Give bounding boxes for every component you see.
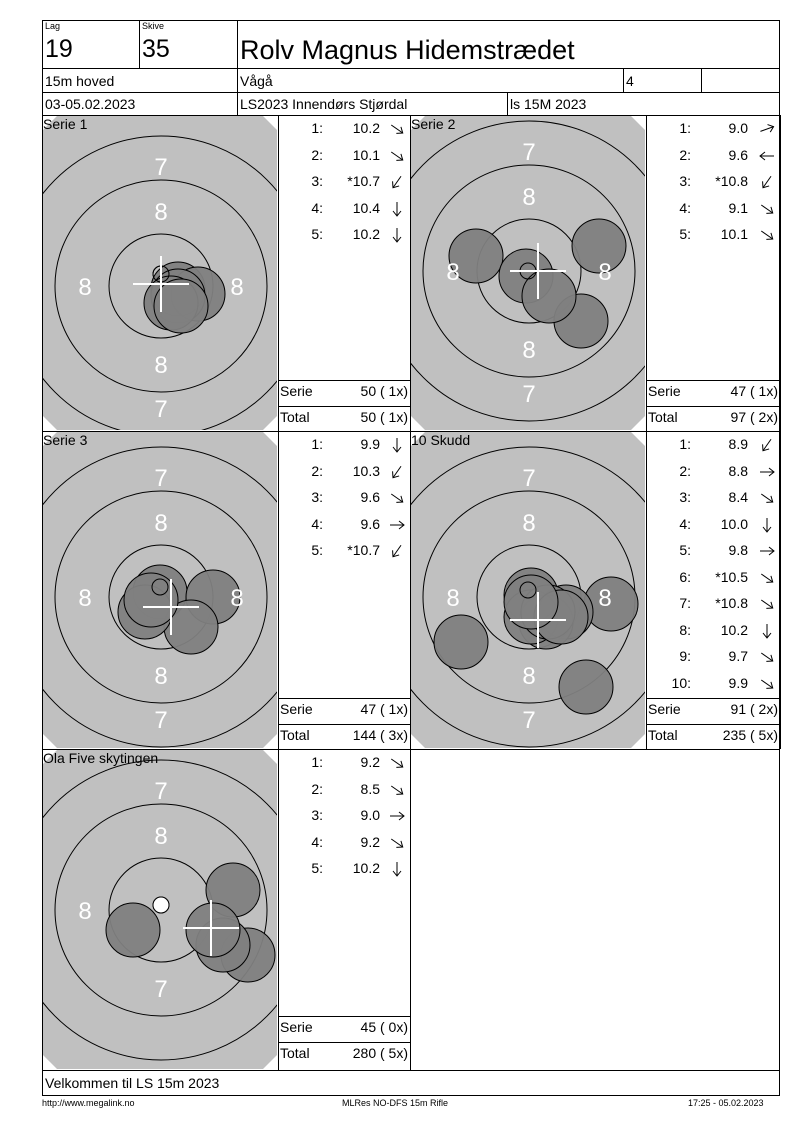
shot-value: 10.2 (352, 226, 380, 242)
panel-title: Serie 2 (411, 116, 456, 132)
ring-number: 8 (154, 510, 168, 537)
direction-arrow-icon (758, 676, 776, 692)
shot-value: *10.5 (715, 568, 748, 585)
header-divider-1 (42, 68, 780, 69)
direction-arrow-icon (388, 808, 406, 824)
header-vline-5 (507, 92, 508, 115)
panel-bottom-line (410, 749, 780, 750)
ring-number: 8 (154, 199, 168, 226)
direction-arrow-icon (758, 543, 776, 559)
total-label: Total (648, 727, 678, 743)
shot-index: 10: (671, 674, 691, 691)
header-vline-1 (139, 20, 140, 68)
shot-index: 3: (311, 173, 323, 189)
shot-value: 9.2 (360, 833, 380, 850)
shot-index: 5: (311, 542, 323, 558)
header-divider-2 (42, 92, 780, 93)
direction-arrow-icon (758, 148, 776, 164)
ring-number: 8 (522, 184, 536, 211)
shot-index: 8: (679, 621, 691, 638)
shot-hole (186, 903, 240, 957)
shot-index: 5: (311, 860, 323, 876)
header-vline-2 (237, 20, 238, 115)
ring-number: 7 (154, 778, 168, 805)
shot-row (646, 436, 780, 456)
total-label: Total (280, 1045, 310, 1061)
shot-value: 10.0 (720, 515, 748, 532)
shot-row (646, 542, 780, 562)
direction-arrow-icon (388, 464, 406, 480)
serie-label: Serie (280, 383, 313, 399)
shot-row (278, 226, 410, 246)
serie-value: 50 ( 1x) (360, 383, 408, 399)
total-label: Total (280, 727, 310, 743)
direction-arrow-icon (388, 201, 406, 217)
panel-divider (410, 749, 411, 1070)
serie-value: 47 ( 1x) (730, 383, 778, 399)
shot-value: 8.9 (728, 436, 748, 452)
direction-arrow-icon (388, 490, 406, 506)
welcome-text: Velkommen til LS 15m 2023 (45, 1075, 220, 1091)
welcome-divider (42, 1070, 780, 1071)
direction-arrow-icon (388, 835, 406, 851)
shot-index: 2: (311, 780, 323, 797)
shot-row (278, 436, 410, 456)
ring-number: 7 (154, 154, 168, 181)
direction-arrow-icon (388, 861, 406, 877)
target-svg (411, 116, 645, 430)
shot-value: 9.2 (360, 754, 380, 770)
total-value: 144 ( 3x) (352, 727, 408, 743)
shot-index: 4: (311, 833, 323, 850)
panel-title: Serie 1 (43, 116, 88, 132)
shot-value: 9.9 (360, 436, 380, 452)
total-label: Total (648, 409, 678, 425)
summary-divider (646, 380, 780, 381)
shot-row (646, 595, 780, 615)
ring-number: 8 (154, 352, 168, 379)
shot-value: 10.3 (352, 462, 380, 479)
shot-value: 9.1 (728, 199, 748, 216)
summary-divider (278, 406, 410, 407)
target-svg (43, 116, 277, 430)
shot-row (278, 860, 410, 880)
target-face (411, 432, 645, 748)
ring-number: 8 (78, 274, 92, 301)
serie-value: 91 ( 2x) (730, 701, 778, 717)
shot-index: 3: (679, 489, 691, 505)
shot-row (646, 622, 780, 642)
ring-number: 7 (522, 465, 536, 492)
shot-value: 8.8 (728, 462, 748, 479)
shot-row (646, 516, 780, 536)
program-name: ls 15M 2023 (510, 96, 587, 112)
lag-label: Lag (45, 21, 61, 31)
target-face (43, 432, 277, 748)
direction-arrow-icon (388, 755, 406, 771)
shot-index: 7: (679, 595, 691, 611)
shot-index: 3: (311, 807, 323, 823)
shot-index: 5: (679, 226, 691, 242)
shot-hole (124, 573, 178, 627)
shot-value: 9.0 (360, 807, 380, 823)
shot-index: 9: (679, 648, 691, 664)
shot-row (646, 489, 780, 509)
total-value: 50 ( 1x) (360, 409, 408, 425)
ring-number: 8 (522, 337, 536, 364)
shot-index: 4: (311, 199, 323, 216)
shot-index: 2: (311, 462, 323, 479)
shot-hole (154, 279, 208, 333)
skive-label: Skive (142, 21, 165, 31)
direction-arrow-icon (758, 517, 776, 533)
shot-index: 2: (679, 146, 691, 163)
total-label: Total (280, 409, 310, 425)
shot-value: 10.2 (352, 860, 380, 876)
ring-number: 8 (522, 510, 536, 537)
direction-arrow-icon (388, 437, 406, 453)
direction-arrow-icon (388, 121, 406, 137)
shot-index: 1: (679, 120, 691, 136)
shot-value: 8.4 (728, 489, 748, 505)
shot-index: 4: (679, 199, 691, 216)
ring-number: 8 (446, 259, 460, 286)
direction-arrow-icon (758, 227, 776, 243)
shot-hole (106, 903, 160, 957)
ring-number: 7 (154, 465, 168, 492)
shooter-name: Rolv Magnus Hidemstrædet (240, 35, 575, 65)
direction-arrow-icon (758, 570, 776, 586)
target-face (43, 750, 277, 1069)
direction-arrow-icon (758, 623, 776, 639)
shot-index: 4: (311, 515, 323, 532)
summary-divider (278, 380, 410, 381)
serie-value: 45 ( 0x) (360, 1019, 408, 1035)
ring-number: 8 (230, 585, 244, 612)
serie-label: Serie (280, 1019, 313, 1035)
header-vline-3 (623, 68, 624, 92)
shot-row (278, 542, 410, 562)
ring-number: 8 (154, 823, 168, 850)
ring-number: 7 (154, 976, 168, 1003)
shot-value: 10.1 (720, 226, 748, 242)
shot-row (278, 807, 410, 827)
shot-row (278, 200, 410, 220)
summary-divider (646, 698, 780, 699)
target-svg (43, 750, 277, 1069)
shot-value: *10.8 (715, 595, 748, 611)
ring-number: 8 (522, 663, 536, 690)
ring-number: 7 (522, 139, 536, 166)
serie-value: 47 ( 1x) (360, 701, 408, 717)
shot-value: 9.0 (728, 120, 748, 136)
ring-number: 8 (446, 585, 460, 612)
shot-index: 1: (311, 436, 323, 452)
shot-value: 9.6 (360, 515, 380, 532)
shot-row (278, 834, 410, 854)
shot-index: 5: (679, 542, 691, 558)
shot-hole (522, 269, 576, 323)
shot-value: *10.8 (715, 173, 748, 189)
shot-row (278, 489, 410, 509)
summary-divider (646, 406, 780, 407)
shot-value: 10.1 (352, 146, 380, 163)
shot-row (646, 147, 780, 167)
shot-index: 2: (679, 462, 691, 479)
direction-arrow-icon (388, 227, 406, 243)
footer-url[interactable]: http://www.megalink.no (42, 1098, 135, 1108)
shot-value: 9.8 (728, 542, 748, 558)
shot-value: 10.2 (720, 621, 748, 638)
shot-hole (434, 615, 488, 669)
panel-divider (780, 431, 781, 749)
summary-divider (278, 724, 410, 725)
event-name: LS2023 Innendørs Stjørdal (240, 96, 408, 112)
club-name: Vågå (240, 73, 273, 89)
event-date: 03-05.02.2023 (45, 96, 136, 112)
shot-index: 3: (311, 489, 323, 505)
shot-row (646, 648, 780, 668)
shot-row (278, 516, 410, 536)
footer-software: MLRes NO-DFS 15m Rifle (342, 1098, 449, 1108)
shot-value: 10.2 (352, 120, 380, 136)
total-value: 235 ( 5x) (722, 727, 778, 743)
shot-row (278, 781, 410, 801)
target-svg (411, 432, 645, 748)
shot-index: 5: (311, 226, 323, 242)
shot-row (646, 569, 780, 589)
summary-divider (278, 1042, 410, 1043)
direction-arrow-icon (388, 174, 406, 190)
total-value: 280 ( 5x) (352, 1045, 408, 1061)
target-face (411, 116, 645, 430)
summary-divider (278, 1016, 410, 1017)
direction-arrow-icon (758, 121, 776, 137)
skive-value: 35 (142, 35, 170, 63)
shot-hole (559, 660, 613, 714)
shot-value: *10.7 (347, 173, 380, 189)
footer-timestamp: 17:25 - 05.02.2023 (688, 1098, 764, 1108)
direction-arrow-icon (758, 596, 776, 612)
direction-arrow-icon (758, 464, 776, 480)
shot-value: 8.5 (360, 780, 380, 797)
serie-label: Serie (648, 383, 681, 399)
direction-arrow-icon (388, 148, 406, 164)
direction-arrow-icon (758, 201, 776, 217)
shot-row (278, 754, 410, 774)
direction-arrow-icon (758, 174, 776, 190)
ring-number: 8 (598, 585, 612, 612)
ring-number: 8 (230, 274, 244, 301)
shot-index: 1: (311, 120, 323, 136)
shot-row (646, 120, 780, 140)
shot-row (646, 675, 780, 695)
total-value: 97 ( 2x) (730, 409, 778, 425)
direction-arrow-icon (758, 649, 776, 665)
shot-row (646, 226, 780, 246)
shot-value: 9.7 (728, 648, 748, 664)
shot-row (278, 173, 410, 193)
header-vline-4 (701, 68, 702, 92)
ring-number: 7 (522, 381, 536, 408)
direction-arrow-icon (758, 490, 776, 506)
lag-value: 19 (45, 35, 73, 63)
extra-number: 4 (626, 73, 634, 89)
ring-number: 7 (154, 396, 168, 423)
shot-row (278, 120, 410, 140)
ring-number: 7 (522, 707, 536, 734)
ring-number: 7 (154, 707, 168, 734)
shot-value: 9.6 (360, 489, 380, 505)
shot-index: 3: (679, 173, 691, 189)
ring-number: 8 (78, 898, 92, 925)
panel-title: Ola Five skytingen (43, 750, 159, 766)
ring-number: 8 (154, 663, 168, 690)
shot-index: 6: (679, 568, 691, 585)
shot-row (646, 463, 780, 483)
direction-arrow-icon (758, 437, 776, 453)
shot-row (278, 463, 410, 483)
panel-divider (780, 115, 781, 431)
shot-row (278, 147, 410, 167)
shot-index: 2: (311, 146, 323, 163)
border-bottom (42, 1095, 780, 1096)
shot-index: 1: (679, 436, 691, 452)
direction-arrow-icon (388, 543, 406, 559)
shot-row (646, 200, 780, 220)
shot-index: 4: (679, 515, 691, 532)
panel-title: Serie 3 (43, 432, 88, 448)
shot-row (646, 173, 780, 193)
serie-label: Serie (280, 701, 313, 717)
ring-number: 8 (78, 585, 92, 612)
shot-index: 1: (311, 754, 323, 770)
shot-value: 10.4 (352, 199, 380, 216)
class-name: 15m hoved (45, 73, 115, 89)
direction-arrow-icon (388, 782, 406, 798)
ring-number: 8 (598, 259, 612, 286)
panel-title: 10 Skudd (411, 432, 471, 448)
direction-arrow-icon (388, 517, 406, 533)
shot-value: 9.6 (728, 146, 748, 163)
summary-divider (278, 698, 410, 699)
summary-divider (646, 724, 780, 725)
target-face (43, 116, 277, 430)
shot-value: 9.9 (728, 674, 748, 691)
shot-value: *10.7 (347, 542, 380, 558)
target-svg (43, 432, 277, 748)
serie-label: Serie (648, 701, 681, 717)
